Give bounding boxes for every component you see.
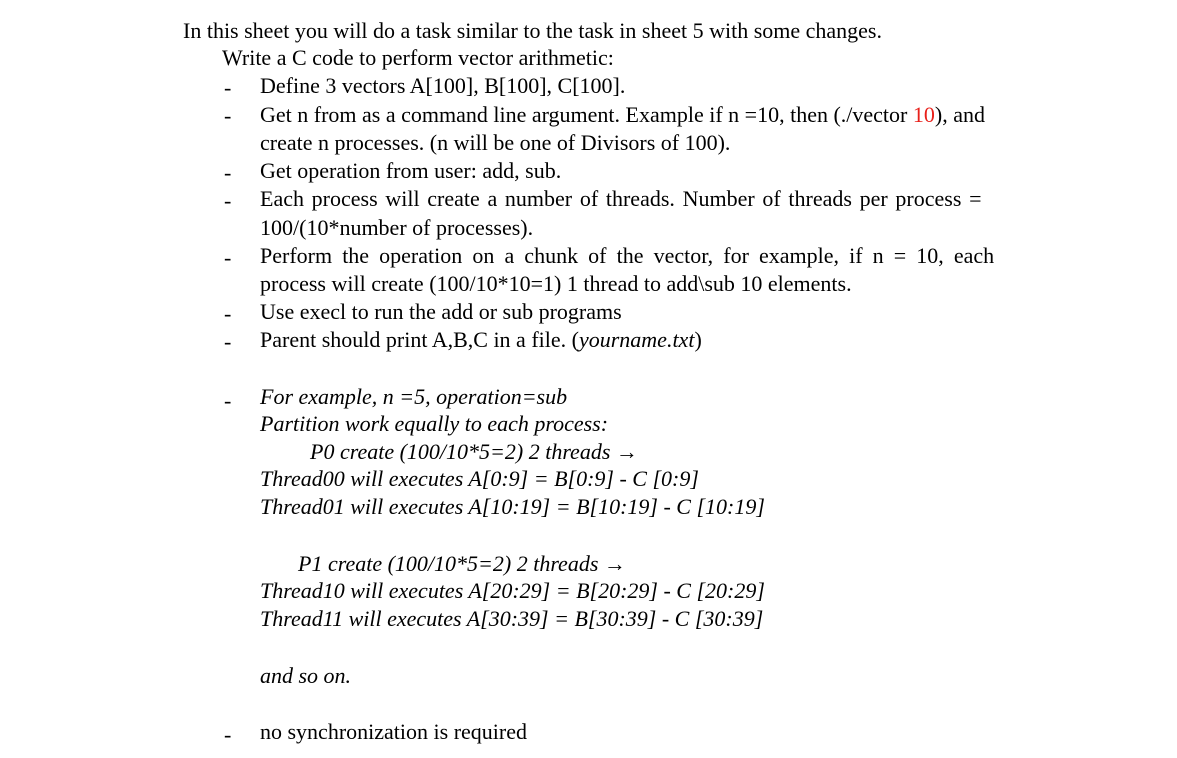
- bullet-command-line-line2: create n processes. (n will be one of Divisors of 100).: [260, 130, 731, 155]
- example-thread00: Thread00 will executes A[0:9] = B[0:9] - C [0:9]: [260, 466, 699, 491]
- example-heading: For example, n =5, operation=sub: [260, 384, 568, 409]
- bullet-marker: -: [224, 722, 232, 747]
- example-p0-create: P0 create (100/10*5=2) 2 threads →: [310, 439, 638, 464]
- bullet-text: Get n from as a command line argument. Example if n =10, then (./vector: [260, 102, 913, 127]
- bullet-get-operation: Get operation from user: add, sub.: [260, 158, 562, 183]
- bullet-marker: -: [224, 160, 232, 185]
- example-thread10: Thread10 will executes A[20:29] = B[20:29] - C [20:29]: [260, 578, 765, 603]
- bullet-marker: -: [224, 75, 232, 100]
- bullet-no-synchronization: no synchronization is required: [260, 719, 527, 744]
- bullet-marker: -: [224, 329, 232, 354]
- bullet-execl: Use execl to run the add or sub programs: [260, 299, 622, 324]
- bullet-marker: -: [224, 103, 232, 128]
- bullet-define-vectors: Define 3 vectors A[100], B[100], C[100].: [260, 73, 626, 98]
- bullet-marker: -: [224, 245, 232, 270]
- bullet-parent-print: [260, 326, 702, 354]
- intro-text: In this sheet you will do a task similar to the task in sheet 5 with some changes.: [183, 18, 882, 43]
- bullet-marker: -: [224, 388, 232, 413]
- bullet-marker: -: [224, 301, 232, 326]
- example-p1-create: P1 create (100/10*5=2) 2 threads →: [298, 551, 626, 576]
- bullet-command-line-line1: [260, 101, 985, 129]
- example-thread11: Thread11 will executes A[30:39] = B[30:39] - C [30:39]: [260, 606, 764, 631]
- bullet-chunk-line2: process will create (100/10*10=1) 1 thread to add\sub 10 elements.: [260, 271, 852, 296]
- bullet-text: ): [694, 327, 702, 352]
- bullet-threads-line2: 100/(10*number of processes).: [260, 215, 534, 240]
- example-partition: Partition work equally to each process:: [260, 411, 609, 436]
- task-subtitle: Write a C code to perform vector arithmetic:: [222, 45, 614, 70]
- bullet-chunk-line1: Perform the operation on a chunk of the vector, for example, if n = 10, each: [260, 243, 995, 268]
- filename: yourname.txt: [578, 327, 695, 352]
- bullet-text: Parent should print A,B,C in a file. (: [260, 327, 579, 352]
- bullet-threads-line1: Each process will create a number of threads. Number of threads per process =: [260, 186, 982, 211]
- example-thread01: Thread01 will executes A[10:19] = B[10:19] - C [10:19]: [260, 494, 765, 519]
- bullet-text: ), and: [934, 102, 985, 127]
- bullet-marker: -: [224, 188, 232, 213]
- example-and-so-on: and so on.: [260, 663, 352, 688]
- highlighted-value: 10: [912, 102, 935, 127]
